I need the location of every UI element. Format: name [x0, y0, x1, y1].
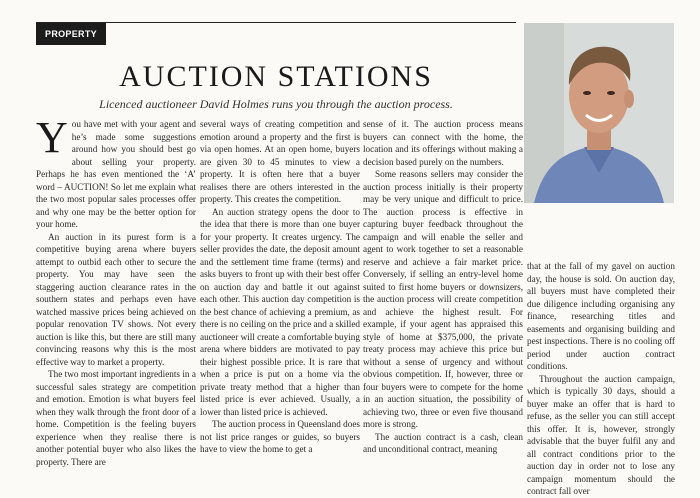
paragraph: several ways of creating competition and emotion around a property and the first is via open homes. At an open home, buyers are given 30 to 45 minutes to view a property. It is often here that a buyer realises there are others interested in the property. This creates the competition. — [200, 119, 360, 204]
paragraph: Throughout the auction campaign, which is typically 30 days, should a buyer make an offer that is hard to refuse, as the seller you can still accept this offer. It is, however, strongly advisable that the buyer fulfil any and all contract conditions prior to the auction day in order not to lose any campaign momentum should the contract fall over — [527, 373, 675, 496]
paragraph — [36, 113, 196, 231]
paragraph: that at the fall of my gavel on auction day, the house is sold. On auction day, all buyers must have completed their due diligence including organising any finance, researching titles and easements and organising building and pest inspections. There is no cooling off period under auction contract conditions. — [527, 261, 675, 371]
paragraph: An auction in its purest form is a competitive buying arena where buyers attempt to outbid each other to secure the property. You may have seen the staggering auction clearance rates in the southern states and perhaps even have watched massive prices being achieved on popular renovation TV shows. Not every auction is like this, but there are still many convincing reasons why this is the most effective way to market a property. — [36, 231, 196, 367]
paragraph: The auction process in Queensland does not list price ranges or guides, so buyers have to view the home to get a — [200, 419, 360, 454]
article-column-1 — [36, 113, 196, 467]
section-tag: PROPERTY — [36, 23, 106, 45]
paragraph: The auction contract is a cash, clean and unconditional contract, meaning — [363, 431, 523, 454]
paragraph: Some reasons sellers may consider the auction process initially is their property may be very unique and difficult to price. The auction process is effective in capturing buyer feedback throughout the campaign and will enable the seller and agent to work together to set a reasonable reserve and achieve a fair market price. Conversely, if selling an entry-level home suited to first home buyers or downsizers, the auction process will create competition and achieve the highest result. For example, if your agent has appraised this style of home at $375,000, the private treaty process may achieve this price but without a sense of urgency and without obvious competition. If, however, three or four buyers were to compete for the home in an auction situation, the possibility of achieving two, three or even five thousand more is strong. — [363, 169, 523, 429]
paragraph: sense of it. The auction process means buyers can connect with the home, the location and its offerings without making a decision based purely on the numbers. — [363, 119, 523, 167]
paragraph: An auction strategy opens the door to the idea that there is more than one buyer for your property. It creates urgency. The seller provides the date, the deposit amount and the settlement time frame (terms) and asks buyers to front up with their best offer on auction day and battle it out against each other. This auction day competition is the best chance of achieving a premium, as there is no ceiling on the price and a skilled auctioneer will create a comfortable buying arena where bidders are motivated to pay their highest possible price. It is rare that when a price is put on a home via the private treaty method that a higher than listed price is ever achieved. Usually, a lower than listed price is achieved. — [200, 206, 360, 417]
article-column-3 — [363, 118, 523, 454]
article-subtitle: Licenced auctioneer David Holmes runs you through the auction process. — [99, 97, 453, 111]
author-portrait-illustration — [524, 23, 674, 203]
paragraph: The two most important ingredients in a successful sales strategy are competition and emotion. Emotion is what buyers feel when they walk through the front door of a home. Competition is the feeling buyers experience when they realise there is another potential buyer who also likes the property. There are — [36, 369, 196, 467]
article-column-4 — [527, 260, 675, 496]
article-column-2 — [200, 118, 360, 454]
paragraph-text: ou have met with your agent and he’s made some suggestions around how you should best go about selling your property. Perhaps he has even mentioned the ‘A’ word – AUCTION! So let me explain what the two most popular sales processes offer and why one may be the better option for your home. — [36, 119, 196, 229]
author-photo — [524, 23, 674, 203]
section-rule — [36, 22, 516, 23]
article-title: AUCTION STATIONS — [119, 60, 433, 93]
drop-cap: Y — [36, 113, 68, 162]
